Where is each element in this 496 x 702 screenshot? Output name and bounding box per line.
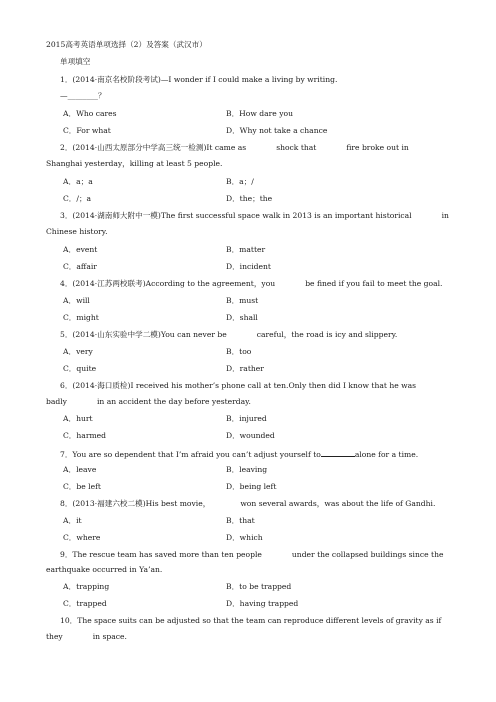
question-6-continued-part-1: badly (46, 397, 67, 406)
question-8-stem-part-1: 8．(2013·福建六校二模)His best movie， (60, 499, 211, 508)
question-7-option-d: D．being left (226, 482, 277, 491)
question-5-option-d: D．rather (226, 364, 264, 373)
question-4-stem-part-2: be fined if you fail to meet the goal. (305, 279, 443, 288)
question-7-stem-part-2: alone for a time. (354, 450, 419, 459)
question-2-option-d: D．the；the (226, 194, 273, 203)
question-2-option-b: B．a；/ (226, 177, 254, 186)
question-2-stem-part-2: shock that (276, 143, 317, 152)
question-5-stem (60, 330, 397, 340)
question-7-answer-blank (321, 448, 355, 457)
question-1-option-d: D．Why not take a chance (226, 126, 328, 135)
question-3-option-a: A．event (63, 245, 98, 254)
question-7-stem (60, 448, 418, 460)
question-10-stem-continued (46, 632, 127, 642)
question-9-stem-continued: earthquake occurred in Ya’an. (46, 565, 163, 574)
question-4-stem (60, 279, 442, 289)
question-5-option-b: B．too (226, 347, 252, 356)
question-9-option-b: B．to be trapped (226, 582, 292, 591)
question-3-stem (60, 211, 449, 221)
question-8-option-c: C．where (63, 533, 101, 542)
question-10-continued-part-1: they (46, 632, 63, 641)
question-1-answer-blank: —________？ (60, 91, 106, 100)
question-3-option-c: C．affair (63, 262, 97, 271)
question-9-option-c: C．trapped (63, 599, 107, 608)
question-5-option-c: C．quite (63, 364, 97, 373)
question-3-option-b: B．matter (226, 245, 266, 254)
question-3-stem-part-2: in (441, 211, 449, 220)
question-8-option-d: D．which (226, 533, 263, 542)
question-1-stem: 1．(2014·南京名校阶段考试)—I wonder if I could make a living by writing. (60, 75, 338, 84)
question-6-stem-continued (46, 397, 251, 407)
question-6-continued-part-2: in an accident the day before yesterday. (96, 397, 251, 406)
question-1-option-b: B．How dare you (226, 109, 293, 118)
question-9-stem-part-1: 9．The rescue team has saved more than ten people (60, 550, 262, 559)
question-7-option-a: A．leave (63, 465, 97, 474)
question-6-stem: 6．(2014·海口质检)I received his mother’s phone call at ten.Only then did I know that he was (60, 381, 417, 390)
document-title: 2015高考英语单项选择（2）及答案（武汉市） (46, 40, 207, 49)
question-9-option-a: A．trapping (63, 582, 110, 591)
question-7-option-b: B．leaving (226, 465, 268, 474)
question-1-option-c: C．For what (63, 126, 111, 135)
question-5-stem-part-1: 5．(2014·山东实验中学二模)You can never be (60, 330, 227, 339)
question-4-option-d: D．shall (226, 313, 258, 322)
question-6-option-d: D．wounded (226, 431, 275, 440)
question-3-stem-part-1: 3．(2014·湖南师大附中一模)The first successful space walk in 2013 is an important historical (60, 211, 412, 220)
question-2-stem (60, 143, 409, 153)
question-8-stem-part-2: won several awards，was about the life of Gandhi. (240, 499, 436, 508)
question-1-option-a: A．Who cares (63, 109, 117, 118)
question-6-option-b: B．injured (226, 414, 267, 423)
section-heading: 单项填空 (60, 57, 91, 66)
question-10-stem: 10．The space suits can be adjusted so that the team can reproduce different levels of gravity as if (60, 616, 442, 625)
question-5-stem-part-2: careful，the road is icy and slippery. (256, 330, 398, 339)
question-4-option-c: C．might (63, 313, 99, 322)
question-6-option-c: C．harmed (63, 431, 107, 440)
question-3-option-d: D．incident (226, 262, 271, 271)
question-7-option-c: C．be left (63, 482, 101, 491)
question-5-option-a: A．very (63, 347, 93, 356)
question-8-stem (60, 499, 435, 509)
question-2-stem-part-1: 2．(2014·山西太原部分中学高三统一检测)It came as (60, 143, 247, 152)
question-2-stem-part-3: fire broke out in (346, 143, 409, 152)
question-7-stem-part-1: 7．You are so dependent that I’m afraid you can’t adjust yourself to (60, 450, 321, 459)
question-3-stem-continued: Chinese history. (46, 227, 108, 236)
question-9-option-d: D．having trapped (226, 599, 299, 608)
question-9-stem (60, 550, 443, 560)
question-10-continued-part-2: in space. (92, 632, 127, 641)
question-4-option-b: B．must (226, 296, 259, 305)
question-2-option-a: A．a；a (63, 177, 93, 186)
question-9-stem-part-2: under the collapsed buildings since the (291, 550, 444, 559)
question-4-stem-part-1: 4．(2014·江苏两校联考)According to the agreement，you (60, 279, 276, 288)
question-8-option-a: A．it (63, 516, 82, 525)
question-4-option-a: A．will (63, 296, 90, 305)
question-2-stem-continued: Shanghai yesterday，killing at least 5 people. (46, 159, 223, 168)
question-6-option-a: A．hurt (63, 414, 93, 423)
question-8-option-b: B．that (226, 516, 255, 525)
question-2-option-c: C．/；a (63, 194, 92, 203)
